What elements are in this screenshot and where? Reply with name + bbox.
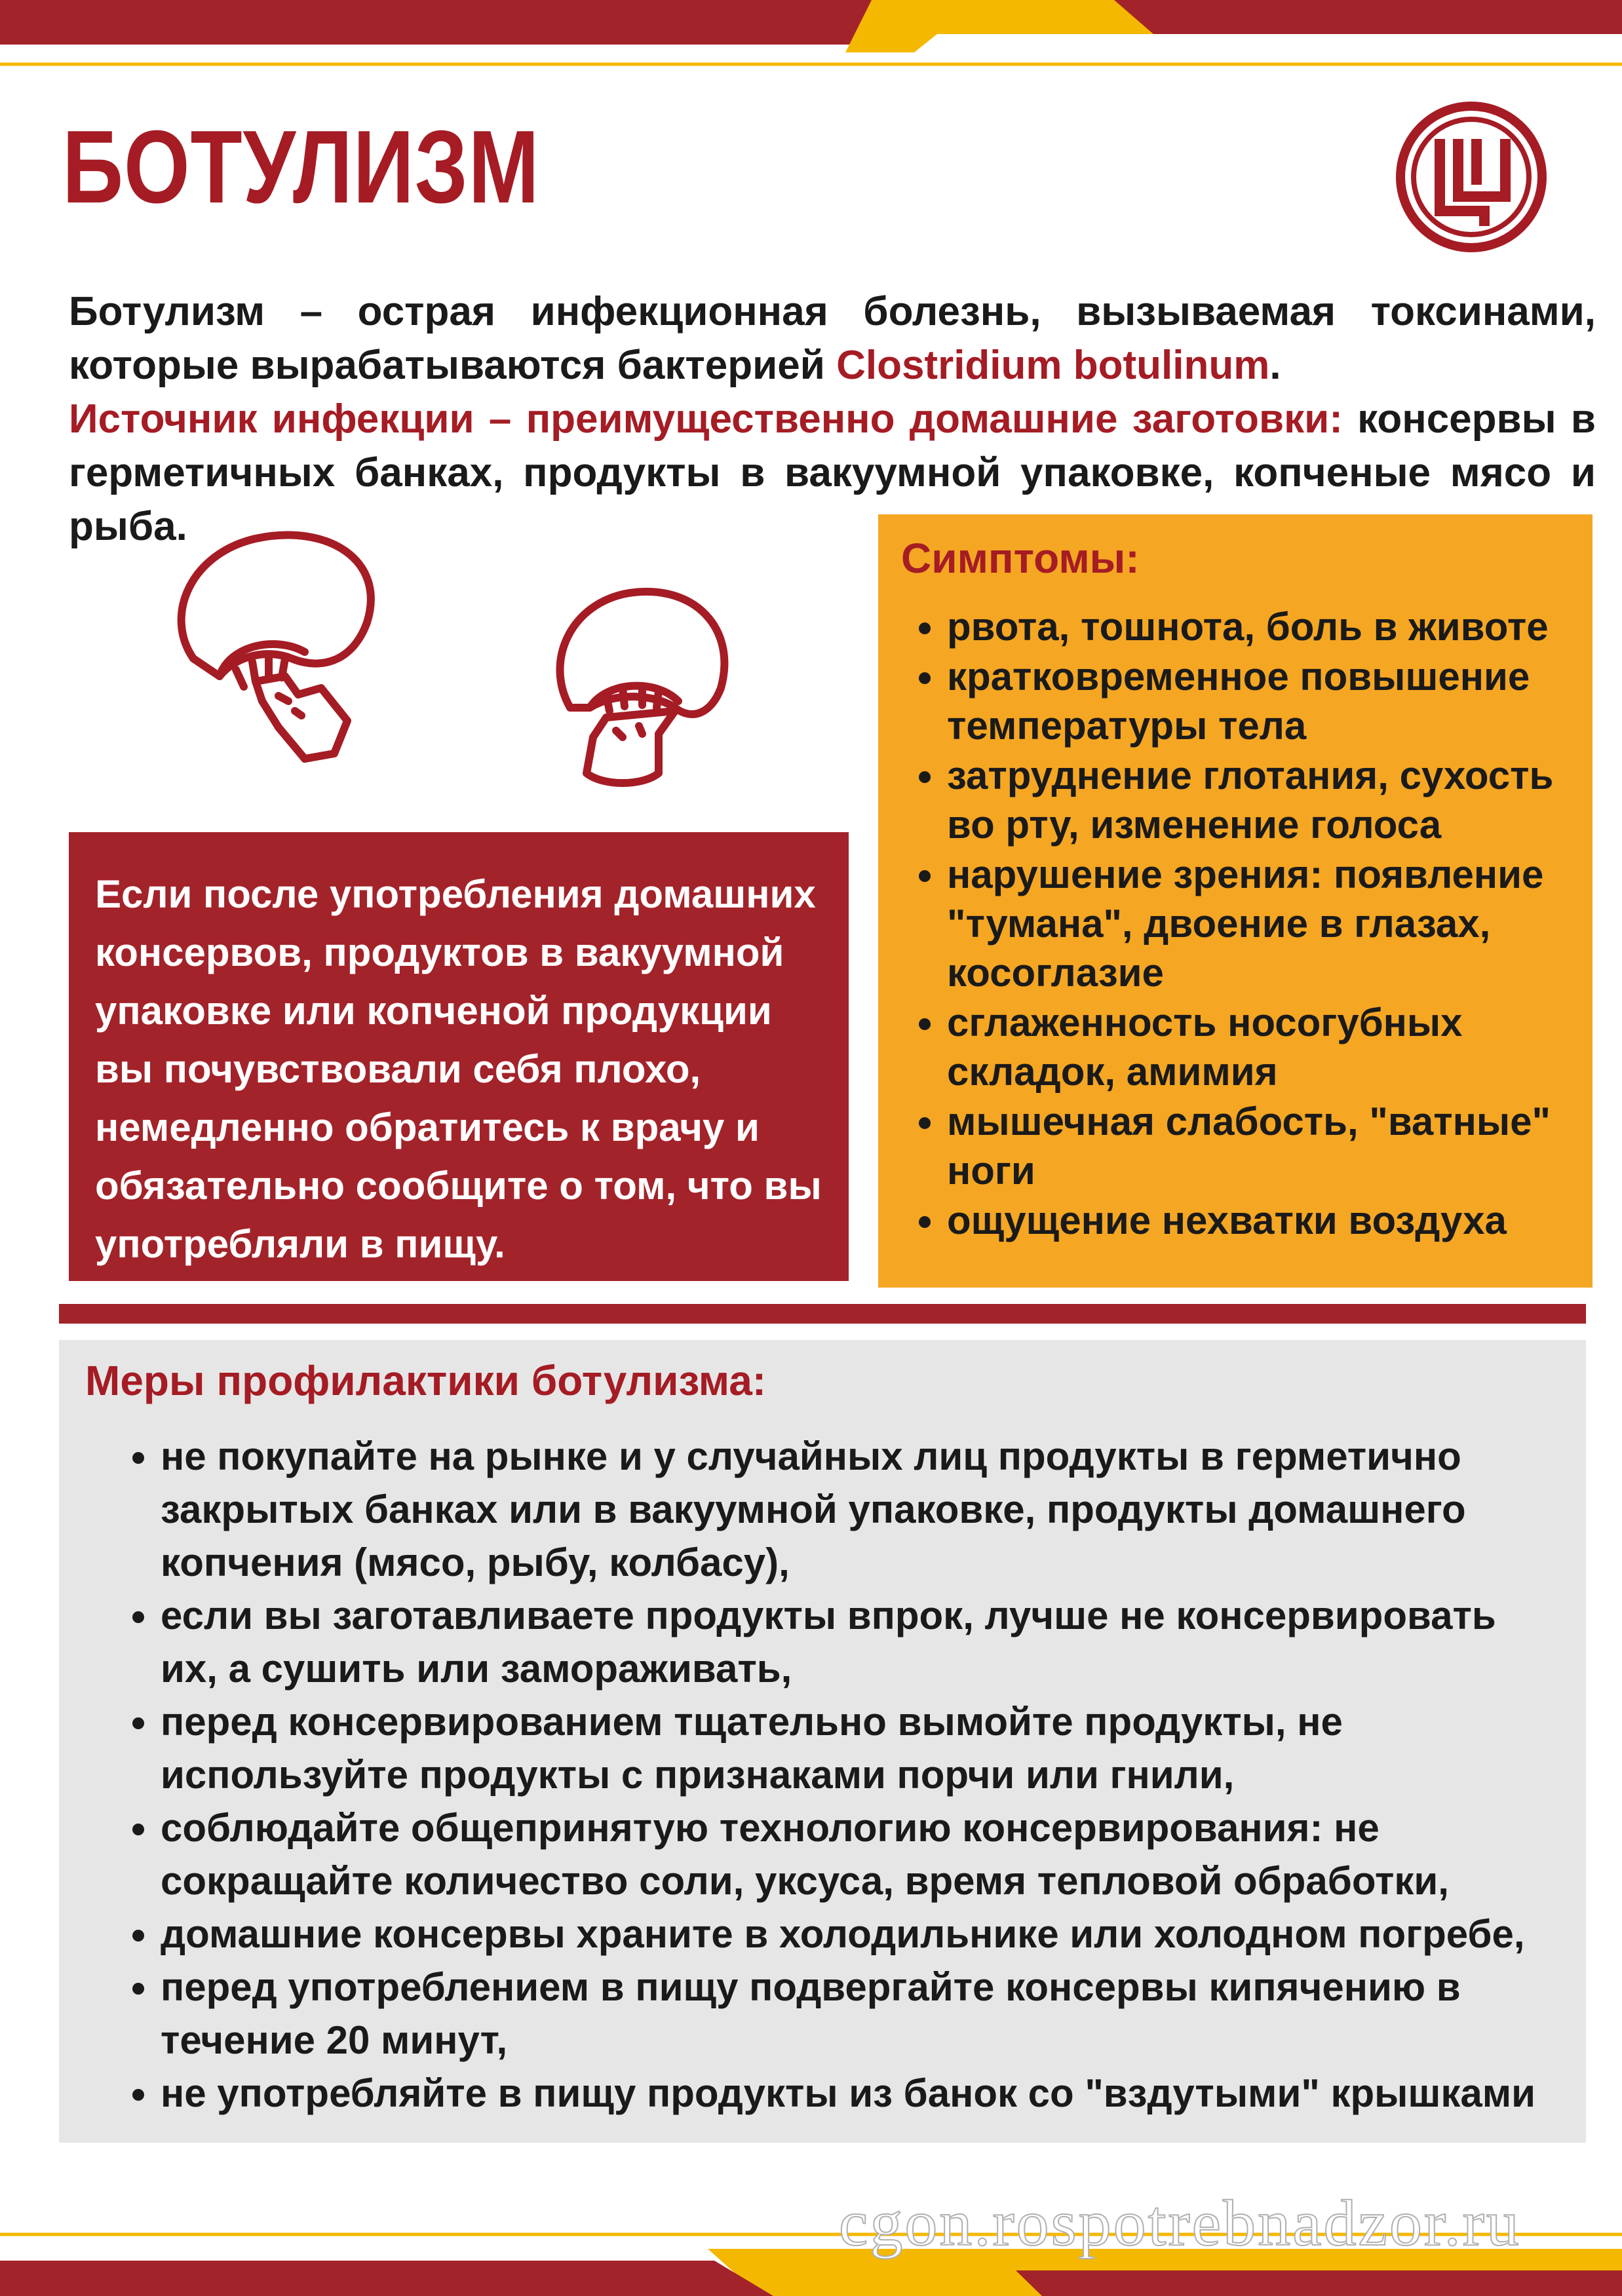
list-item: • нарушение зрения: появление "тумана", двоение в глазах, косоглазие xyxy=(947,850,1573,997)
prevention-list xyxy=(85,1430,1560,2120)
mushroom-icon xyxy=(157,524,433,786)
site-watermark: cgon.rospotrebnadzor.ru xyxy=(839,2187,1521,2259)
intro-text xyxy=(69,285,1596,554)
list-item: • сглаженность носогубных складок, амимия xyxy=(947,998,1573,1096)
list-item: • мышечная слабость, "ватные" ноги xyxy=(947,1097,1573,1195)
list-item: • перед консервированием тщательно вымойте продукты, не используйте продукты с признаками порчи или гнили, xyxy=(161,1695,1560,1801)
warning-callout: Если после употребления домашних консервов, продуктов в вакуумной упаковке или копченой продукции вы почувствовали себя плохо, немедленно обратитесь к врачу и обязательно сообщите о том, что вы употребляли в пищу. xyxy=(69,832,849,1281)
list-item: • не покупайте на рынке и у случайных лиц продукты в герметично закрытых банках или в вакуумной упаковке, продукты домашнего копчения (мясо, рыбу, колбасу), xyxy=(161,1430,1560,1589)
symptoms-panel xyxy=(878,514,1593,1288)
list-item: • соблюдайте общепринятую технологию консервирования: не сокращайте количество соли, уксуса, время тепловой обработки, xyxy=(161,1801,1560,1907)
section-divider xyxy=(59,1304,1586,1324)
symptoms-list xyxy=(901,602,1573,1245)
top-decorative-band xyxy=(0,0,1622,98)
source-paragraph: Источник инфекции – преимущественно домашние заготовки: консервы в герметичных банках, продукты в вакуумной упаковке, копченые мясо и рыба. xyxy=(69,396,1596,549)
bacterium-name: Clostridium botulinum xyxy=(836,343,1270,388)
list-item: • перед употреблением в пищу подвергайте консервы кипячению в течение 20 минут, xyxy=(161,1961,1560,2067)
symptoms-title: Симптомы: xyxy=(901,535,1140,582)
infection-source-label: Источник инфекции – преимущественно домашние заготовки: xyxy=(69,396,1343,442)
list-item: • рвота, тошнота, боль в животе xyxy=(947,602,1573,651)
page-title: БОТУЛИЗМ xyxy=(62,109,540,225)
list-item: • домашние консервы храните в холодильнике или холодном погребе, xyxy=(161,1907,1560,1961)
rospotrebnadzor-logo-icon xyxy=(1393,98,1550,256)
mushroom-icon xyxy=(544,577,747,806)
list-item: • ощущение нехватки воздуха xyxy=(947,1196,1573,1245)
list-item: • не употребляйте в пищу продукты из банок со "вздутыми" крышками xyxy=(161,2067,1560,2120)
list-item: • если вы заготавливаете продукты впрок, лучше не консервировать их, а сушить или замораживать, xyxy=(161,1589,1560,1695)
prevention-panel xyxy=(59,1340,1586,2143)
list-item: • кратковременное повышение температуры тела xyxy=(947,652,1573,750)
prevention-title: Меры профилактики ботулизма: xyxy=(85,1357,767,1404)
definition-paragraph: Ботулизм – острая инфекционная болезнь, вызываемая токсинами, которые вырабатываются бактерией Clostridium botulinum. xyxy=(69,289,1596,388)
list-item: • затруднение глотания, сухость во рту, изменение голоса xyxy=(947,751,1573,849)
